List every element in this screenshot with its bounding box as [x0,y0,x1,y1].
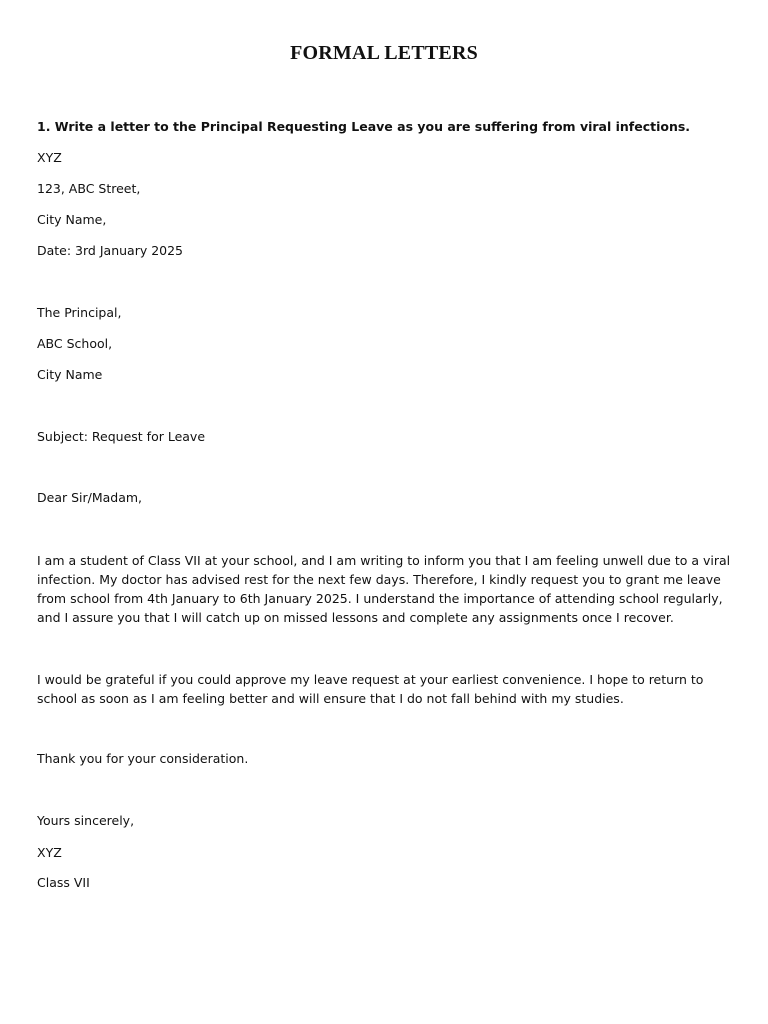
sender-name: XYZ [37,150,62,165]
recipient-school: ABC School, [37,336,113,351]
sender-street: 123, ABC Street, [37,181,141,196]
signature-class: Class VII [37,875,90,890]
subject-line: Subject: Request for Leave [37,429,206,444]
closing-thanks: Thank you for your consideration. [37,751,249,766]
salutation: Dear Sir/Madam, [37,490,143,505]
question-heading: 1. Write a letter to the Principal Requesting Leave as you are suffering from viral infections. [37,119,691,134]
recipient-title: The Principal, [37,305,122,320]
recipient-city: City Name [37,367,103,382]
letter-date: Date: 3rd January 2025 [37,243,184,258]
body-paragraph-1: I am a student of Class VII at your school, and I am writing to inform you that I am feeling unwell due to a viral infection. My doctor has advised rest for the next few days. Therefore, I kindly request you to grant me leave from school from 4th January to 6th January 2025. I understand the importance of attending school regularly, and I assure you that I will catch up on missed lessons and complete any assignments once I recover. [37,553,731,625]
body-paragraph-2: I would be grateful if you could approve my leave request at your earliest convenience. I hope to return to school as soon as I am feeling better and will ensure that I do not fall behind with my studies. [37,672,704,706]
page-title: FORMAL LETTERS [290,42,478,64]
sender-city: City Name, [37,212,107,227]
valediction: Yours sincerely, [37,813,135,828]
signature-name: XYZ [37,845,62,860]
